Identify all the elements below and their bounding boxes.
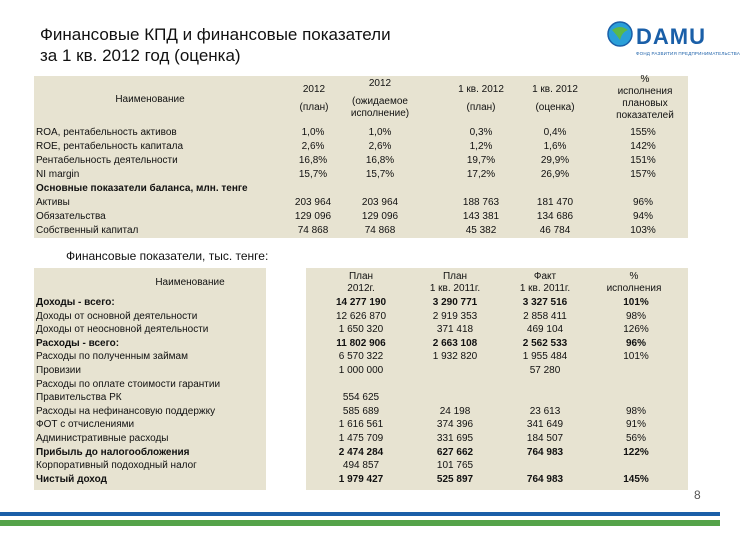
table2-row-label: Расходы по полученным займам: [36, 351, 188, 362]
table1-cell: 26,9%: [540, 169, 570, 180]
table2-cell: 101%: [623, 297, 649, 308]
table2-cell: 2 858 411: [523, 311, 567, 322]
footer-blue-stripe: [0, 512, 720, 516]
table2-cell: 764 983: [526, 474, 564, 485]
table1-cell: 15,7%: [298, 169, 328, 180]
table2-header-col4: % исполнения: [606, 271, 662, 294]
table1-row-label: ROE, рентабельность капитала: [36, 141, 184, 152]
table1-cell: 1,6%: [543, 141, 567, 152]
table1-header-col5: % исполнения плановых показателей: [616, 74, 674, 121]
table2-cell: 525 897: [436, 474, 474, 485]
table2-row-label: Корпоративный подоходный налог: [36, 460, 197, 471]
table2-row-label: Провизии: [36, 365, 81, 376]
logo-wordmark: DAMU: [636, 24, 706, 49]
table1-cell: 129 096: [361, 211, 399, 222]
table1-cell: 94%: [632, 211, 654, 222]
table1-row-label: Собственный капитал: [36, 225, 139, 236]
table2-cell: 184 507: [526, 433, 564, 444]
damu-globe-logo-icon: [606, 20, 634, 48]
table2-cell: 101 765: [436, 460, 474, 471]
table1-header-col2: 2012 (ожидаемое исполнение): [350, 78, 410, 119]
table2-cell: 3 290 771: [432, 297, 478, 308]
table1-cell: 74 868: [297, 225, 329, 236]
page-number: 8: [694, 488, 701, 502]
table1-cell: 155%: [630, 127, 656, 138]
table2-row-label: Прибыль до налогообложения: [36, 447, 190, 458]
table1-cell: 203 964: [361, 197, 399, 208]
table1-cell: 0,3%: [469, 127, 493, 138]
table2-cell: 12 626 870: [335, 311, 387, 322]
table2-cell: 91%: [625, 419, 647, 430]
table1-cell: 15,7%: [365, 169, 395, 180]
table2-cell: 101%: [623, 351, 649, 362]
table2-row-label: Расходы - всего:: [36, 338, 120, 349]
table2-cell: 764 983: [526, 447, 564, 458]
table2-header-col2: План 1 кв. 2011г.: [429, 271, 481, 294]
table2-row-label: Доходы - всего:: [36, 297, 115, 308]
table2-cell: 1 616 561: [338, 419, 384, 430]
table2-cell: 145%: [623, 474, 649, 485]
table1-header-col3: 1 кв. 2012 (план): [458, 84, 504, 113]
table1-cell: 203 964: [294, 197, 332, 208]
table2-cell: 374 396: [436, 419, 474, 430]
table1-row-label: Обязательства: [36, 211, 106, 222]
table1-cell: 16,8%: [365, 155, 395, 166]
table1-cell: 19,7%: [466, 155, 496, 166]
table1-header-col1: 2012 (план): [299, 84, 329, 113]
table1-row-label: Рентабельность деятельности: [36, 155, 178, 166]
table1-cell: 151%: [630, 155, 656, 166]
table1-row-label: ROA, рентабельность активов: [36, 127, 177, 138]
page-title-line2: за 1 кв. 2012 год (оценка): [40, 46, 241, 65]
table2-cell: 122%: [623, 447, 649, 458]
table1-cell: 188 763: [462, 197, 500, 208]
table1-cell: 74 868: [364, 225, 396, 236]
table1-cell: 103%: [630, 225, 656, 236]
table2-row-label: Правительства РК: [36, 392, 122, 403]
table2-cell: 1 955 484: [522, 351, 568, 362]
table1-cell: 129 096: [294, 211, 332, 222]
table1-cell: 16,8%: [298, 155, 328, 166]
table1-cell: 46 784: [539, 225, 571, 236]
table1-cell: 2,6%: [301, 141, 325, 152]
table1-row-label: NI margin: [36, 169, 80, 180]
table2-cell: 2 663 108: [432, 338, 478, 349]
table2-cell: 2 474 284: [338, 447, 384, 458]
page-title: [40, 24, 480, 66]
table1-header-name: Наименование: [115, 94, 185, 105]
table2-cell: 23 613: [529, 406, 561, 417]
table2-cell: 98%: [625, 406, 647, 417]
table1-cell: 17,2%: [466, 169, 496, 180]
table1-cell: 134 686: [536, 211, 574, 222]
damu-logo: [606, 18, 740, 68]
table2-cell: 341 649: [526, 419, 564, 430]
table2-cell: 554 625: [342, 392, 380, 403]
table2-cell: 2 919 353: [432, 311, 478, 322]
table1-cell: 2,6%: [368, 141, 392, 152]
table1-cell: 0,4%: [543, 127, 567, 138]
table2-cell: 585 689: [342, 406, 380, 417]
table2-cell: 469 104: [526, 324, 564, 335]
table2-cell: 371 418: [436, 324, 474, 335]
table2-cell: 56%: [625, 433, 647, 444]
table1-cell: 29,9%: [540, 155, 570, 166]
table1-cell: 142%: [630, 141, 656, 152]
financial-indicators-title: Финансовые показатели, тыс. тенге:: [66, 249, 269, 263]
table1-cell: 157%: [630, 169, 656, 180]
table2-cell: 2 562 533: [522, 338, 568, 349]
page-title-line1: Финансовые КПД и финансовые показатели: [40, 25, 391, 44]
table1-row-label: Активы: [36, 197, 70, 208]
logo-subtitle: ФОНД РАЗВИТИЯ ПРЕДПРИНИМАТЕЛЬСТВА: [636, 51, 740, 56]
table2-cell: 11 802 906: [336, 338, 386, 349]
table1-cell: 1,0%: [368, 127, 392, 138]
table-column-gap: [266, 268, 306, 490]
table2-cell: 627 662: [436, 447, 474, 458]
table2-row-label: Расходы на нефинансовую поддержку: [36, 406, 216, 417]
table2-row-label: ФОТ с отчислениями: [36, 419, 135, 430]
table2-cell: 1 650 320: [338, 324, 384, 335]
table2-cell: 331 695: [436, 433, 474, 444]
table1-cell: 181 470: [536, 197, 574, 208]
table2-header-name: Наименование: [155, 277, 225, 288]
table2-cell: 24 198: [439, 406, 471, 417]
footer-green-stripe: [0, 520, 720, 526]
table1-cell: 1,0%: [301, 127, 325, 138]
table2-cell: 1 475 709: [338, 433, 384, 444]
table2-header-col3: Факт 1 кв. 2011г.: [519, 271, 571, 294]
table2-cell: 1 979 427: [338, 474, 384, 485]
table2-row-label: Административные расходы: [36, 433, 169, 444]
table2-row-label: Чистый доход: [36, 474, 107, 485]
table1-cell: 45 382: [465, 225, 497, 236]
table2-row-label: Расходы по оплате стоимости гарантии: [36, 379, 221, 390]
table1-row-label: Основные показатели баланса, млн. тенге: [36, 183, 248, 194]
table2-cell: 98%: [625, 311, 647, 322]
table2-cell: 6 570 322: [338, 351, 384, 362]
table2-row-label: Доходы от основной деятельности: [36, 311, 198, 322]
table1-cell: 96%: [632, 197, 654, 208]
table1-cell: 1,2%: [469, 141, 493, 152]
table2-cell: 126%: [623, 324, 649, 335]
table1-header-col4: 1 кв. 2012 (оценка): [532, 84, 578, 113]
table2-cell: 57 280: [529, 365, 561, 376]
table2-cell: 96%: [625, 338, 647, 349]
table2-cell: 494 857: [342, 460, 380, 471]
table2-row-label: Доходы от неосновной деятельности: [36, 324, 209, 335]
table2-cell: 14 277 190: [335, 297, 387, 308]
table2-cell: 3 327 516: [522, 297, 568, 308]
table1-cell: 143 381: [462, 211, 500, 222]
table2-cell: 1 932 820: [432, 351, 478, 362]
table2-header-col1: План 2012г.: [347, 271, 375, 294]
table2-cell: 1 000 000: [338, 365, 384, 376]
